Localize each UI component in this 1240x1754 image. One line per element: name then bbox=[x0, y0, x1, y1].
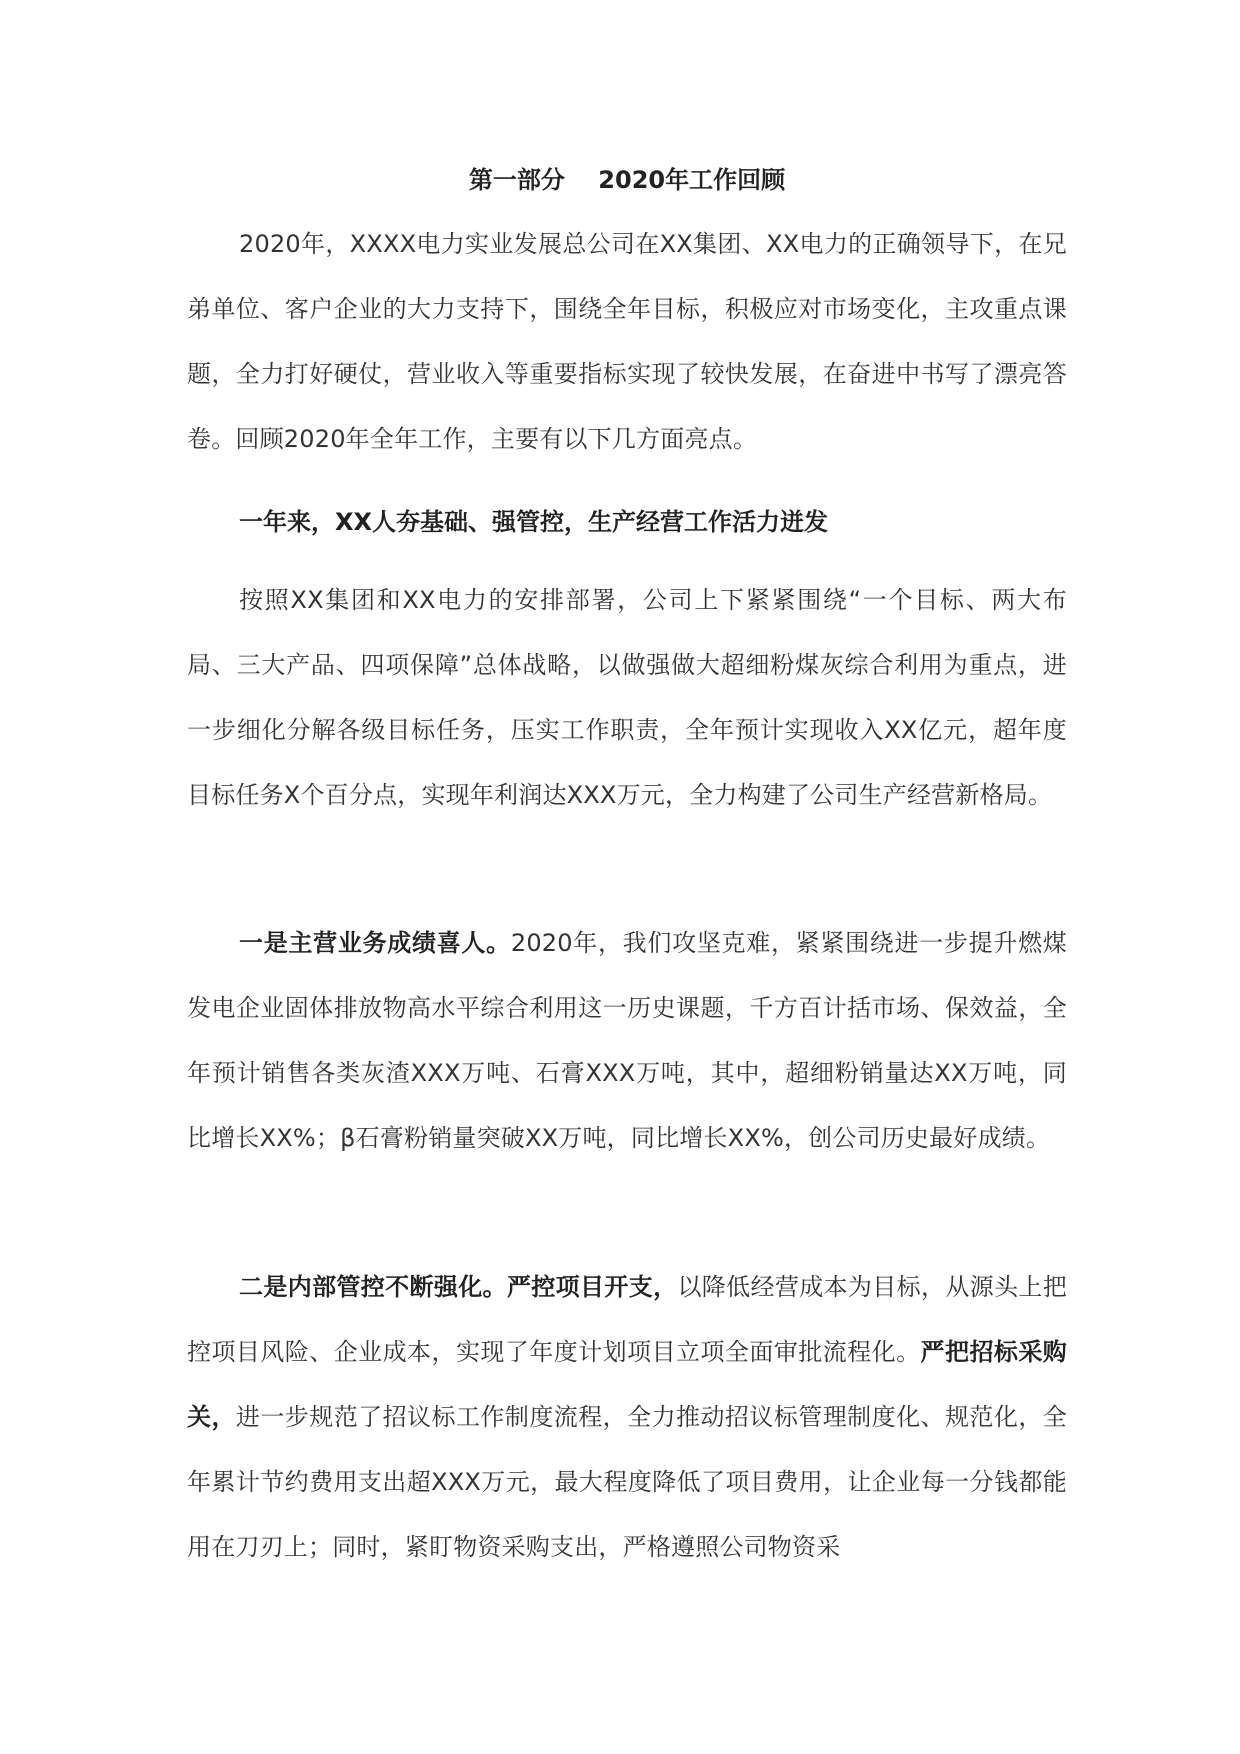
item-two-lead: 二是内部管控不断强化。 bbox=[239, 1273, 507, 1301]
page-title: 第一部分 2020年工作回顾 bbox=[468, 166, 786, 194]
item-two-body-one: 以降低经营成本为目标，从源头上把控项目风险、企业成本，实现了年度计划项目立项全面审批流程化。 bbox=[187, 1273, 1067, 1366]
item-two-paragraph bbox=[187, 1255, 1067, 1580]
item-two-body-two: 进一步规范了招议标工作制度流程，全力推动招议标管理制度化、规范化，全年累计节约费用支出超XXX万元，最大程度降低了项目费用，让企业每一分钱都能用在刀刃上；同时，紧盯物资采购支出，严格遵照公司物资采 bbox=[187, 1403, 1067, 1561]
item-one-lead: 一是主营业务成绩喜人。 bbox=[239, 929, 511, 957]
item-two-sub-two: 严把招标采购关， bbox=[187, 1338, 1068, 1431]
section-paragraph: 按照XX集团和XX电力的安排部署，公司上下紧紧围绕“一个目标、两大布局、三大产品、四项保障”总体战略，以做强做大超细粉煤灰综合利用为重点，进一步细化分解各级目标任务，压实工作职责，全年预计实现收入XX亿元，超年度目标任务X个百分点，实现年利润达XXX万元，全力构建了公司生产经营新格局。 bbox=[187, 586, 1067, 809]
item-one-paragraph bbox=[187, 911, 1067, 1171]
intro-paragraph: 2020年，XXXX电力实业发展总公司在XX集团、XX电力的正确领导下，在兄弟单位、客户企业的大力支持下，围绕全年目标，积极应对市场变化，主攻重点课题，全力打好硬仗，营业收入等重要指标实现了较快发展，在奋进中书写了漂亮答卷。回顾2020年全年工作，主要有以下几方面亮点。 bbox=[187, 230, 1067, 453]
item-one-body: 2020年，我们攻坚克难，紧紧围绕进一步提升燃煤发电企业固体排放物高水平综合利用这一历史课题，千方百计括市场、保效益，全年预计销售各类灰渣XXX万吨、石膏XXX万吨，其中，超细粉销量达XX万吨，同比增长XX%；β石膏粉销量突破XX万吨，同比增长XX%，创公司历史最好成绩。 bbox=[187, 929, 1067, 1152]
item-two-sub-one: 严控项目开支， bbox=[506, 1273, 678, 1301]
document-page bbox=[187, 0, 1067, 1754]
section-heading: 一年来，XX人夯基础、强管控，生产经营工作活力迸发 bbox=[239, 508, 829, 536]
